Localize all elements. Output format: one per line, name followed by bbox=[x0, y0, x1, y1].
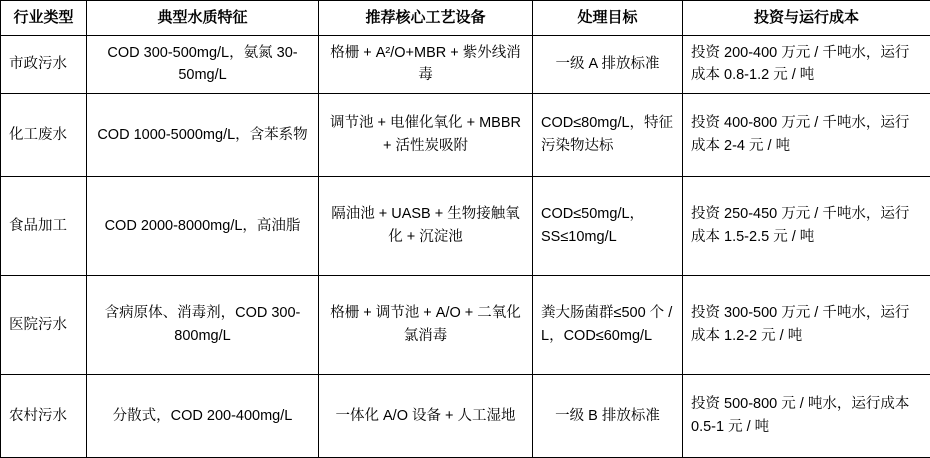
cell-water-quality: COD 1000-5000mg/L，含苯系物 bbox=[87, 93, 319, 176]
cell-industry: 食品加工 bbox=[1, 176, 87, 275]
table-row bbox=[1, 176, 930, 275]
cell-cost: 投资 300-500 万元 / 千吨水，运行成本 1.2-2 元 / 吨 bbox=[683, 275, 930, 374]
cell-process: 调节池 + 电催化氧化 + MBBR + 活性炭吸附 bbox=[319, 93, 533, 176]
cell-cost: 投资 200-400 万元 / 千吨水，运行成本 0.8-1.2 元 / 吨 bbox=[683, 36, 930, 94]
cell-target: COD≤80mg/L，特征污染物达标 bbox=[533, 93, 683, 176]
column-header-water-quality: 典型水质特征 bbox=[87, 1, 319, 36]
column-header-cost: 投资与运行成本 bbox=[683, 1, 930, 36]
table-header-row bbox=[1, 1, 930, 36]
column-header-industry: 行业类型 bbox=[1, 1, 87, 36]
table-row bbox=[1, 275, 930, 374]
cell-cost: 投资 400-800 万元 / 千吨水，运行成本 2-4 元 / 吨 bbox=[683, 93, 930, 176]
cell-industry: 化工废水 bbox=[1, 93, 87, 176]
table-row bbox=[1, 93, 930, 176]
column-header-process: 推荐核心工艺设备 bbox=[319, 1, 533, 36]
cell-cost: 投资 250-450 万元 / 千吨水，运行成本 1.5-2.5 元 / 吨 bbox=[683, 176, 930, 275]
cell-target: 一级 B 排放标准 bbox=[533, 374, 683, 457]
cell-industry: 农村污水 bbox=[1, 374, 87, 457]
cell-target: 一级 A 排放标准 bbox=[533, 36, 683, 94]
cell-process: 格栅 + 调节池 + A/O + 二氧化氯消毒 bbox=[319, 275, 533, 374]
cell-cost: 投资 500-800 元 / 吨水，运行成本 0.5-1 元 / 吨 bbox=[683, 374, 930, 457]
table-row bbox=[1, 374, 930, 457]
cell-water-quality: COD 2000-8000mg/L，高油脂 bbox=[87, 176, 319, 275]
cell-target: COD≤50mg/L，SS≤10mg/L bbox=[533, 176, 683, 275]
cell-target: 粪大肠菌群≤500 个 / L，COD≤60mg/L bbox=[533, 275, 683, 374]
cell-process: 一体化 A/O 设备 + 人工湿地 bbox=[319, 374, 533, 457]
cell-process: 格栅 + A²/O+MBR + 紫外线消毒 bbox=[319, 36, 533, 94]
cell-water-quality: COD 300-500mg/L，氨氮 30-50mg/L bbox=[87, 36, 319, 94]
cell-water-quality: 含病原体、消毒剂，COD 300-800mg/L bbox=[87, 275, 319, 374]
cell-water-quality: 分散式，COD 200-400mg/L bbox=[87, 374, 319, 457]
table-body bbox=[1, 36, 930, 458]
cell-industry: 医院污水 bbox=[1, 275, 87, 374]
cell-process: 隔油池 + UASB + 生物接触氧化 + 沉淀池 bbox=[319, 176, 533, 275]
cell-industry: 市政污水 bbox=[1, 36, 87, 94]
table-row bbox=[1, 36, 930, 94]
column-header-target: 处理目标 bbox=[533, 1, 683, 36]
table-header bbox=[1, 1, 930, 36]
